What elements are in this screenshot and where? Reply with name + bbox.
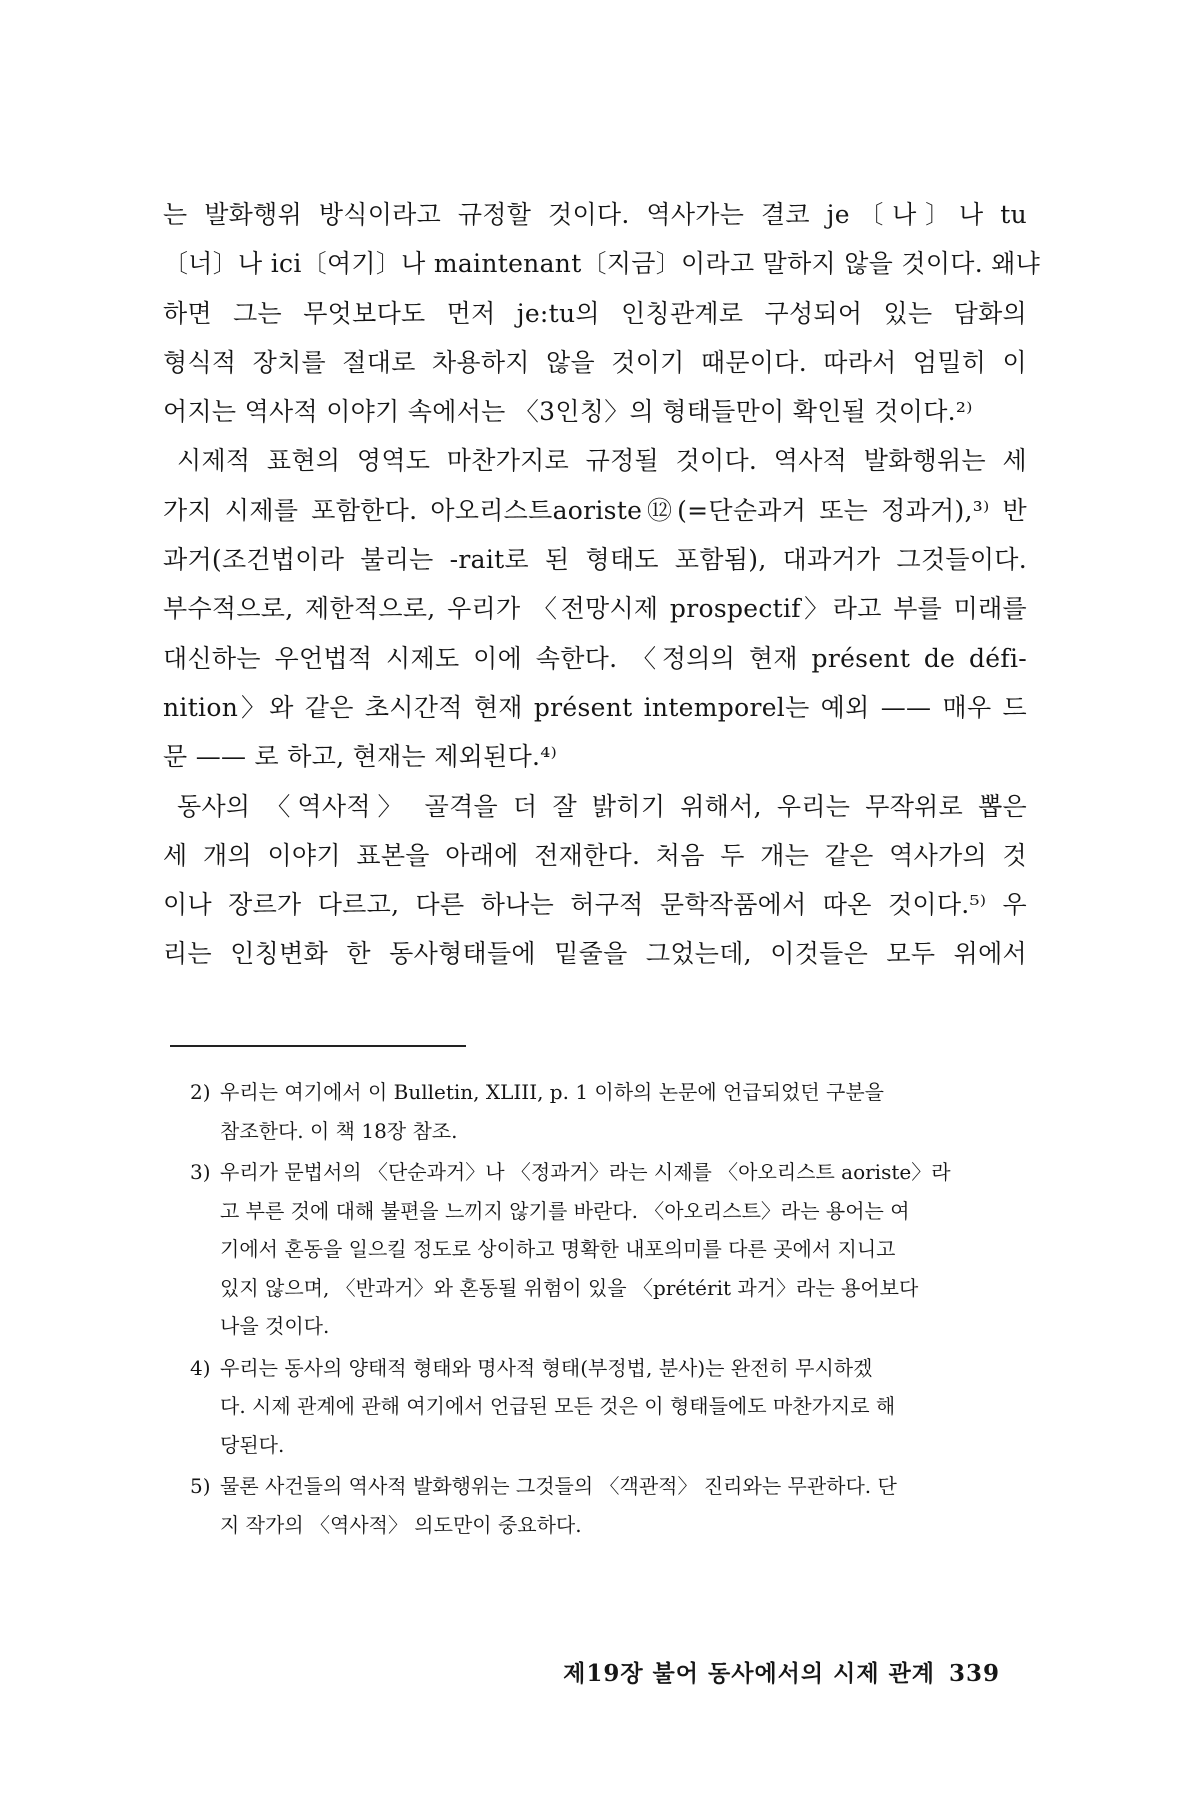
footnote-line: 나을 것이다. bbox=[220, 1314, 330, 1338]
footnote-line: 우리는 여기에서 이 Bulletin, XLIII, p. 1 이하의 논문에 언급되었던 구분을 bbox=[220, 1080, 884, 1104]
text-line: 리는 인칭변화 한 동사형태들에 밑줄을 그었는데, 이것들은 모두 위에서 bbox=[163, 939, 1027, 969]
footnote-line: 물론 사건들의 역사적 발화행위는 그것들의 〈객관적〉 진리와는 무관하다. 단 bbox=[220, 1474, 897, 1498]
footnote-line: 있지 않으며, 〈반과거〉와 혼동될 위험이 있을 〈prétérit 과거〉라는 용어보다 bbox=[220, 1275, 919, 1300]
text-line: 시제적 표현의 영역도 마찬가지로 규정될 것이다. 역사적 발화행위는 세 bbox=[177, 446, 1027, 476]
text-line: 대신하는 우언법적 시제도 이에 속한다. 〈정의의 현재 présent de défi- bbox=[163, 643, 1027, 673]
text-line: 가지 시제를 포함한다. 아오리스트aoriste⑫(=단순과거 또는 정과거),³⁾ 반 bbox=[163, 495, 1027, 525]
text-line: 〔너〕나 ici〔여기〕나 maintenant〔지금〕이라고 말하지 않을 것이다. 왜냐 bbox=[163, 249, 1041, 279]
footnote-number: 2) bbox=[190, 1080, 211, 1104]
footnotes bbox=[190, 1073, 1022, 1547]
footnote-line: 지 작가의 〈역사적〉 의도만이 중요하다. bbox=[220, 1512, 582, 1537]
text-line: 이나 장르가 다르고, 다른 하나는 허구적 문학작품에서 따온 것이다.⁵⁾ 우 bbox=[163, 890, 1027, 920]
text-line: nition〉와 같은 초시간적 현재 présent intemporel는 예외 —— 매우 드 bbox=[163, 692, 1027, 722]
footnote-line: 기에서 혼동을 일으킬 정도로 상이하고 명확한 내포의미를 다른 곳에서 지니고 bbox=[220, 1237, 896, 1261]
footnote-2 bbox=[190, 1073, 1022, 1150]
footnote-number: 3) bbox=[190, 1160, 211, 1184]
footnote-line: 고 부른 것에 대해 불편을 느끼지 않기를 바란다. 〈아오리스트〉라는 용어는 여 bbox=[220, 1198, 910, 1223]
footnote-number: 5) bbox=[190, 1474, 211, 1498]
running-footer bbox=[563, 1655, 1000, 1688]
footnote-line: 참조한다. 이 책 18장 참조. bbox=[220, 1118, 458, 1143]
text-line: 는 발화행위 방식이라고 규정할 것이다. 역사가는 결코 je〔나〕나 tu bbox=[163, 200, 1027, 229]
text-line: 하면 그는 무엇보다도 먼저 je:tu의 인칭관계로 구성되어 있는 담화의 bbox=[163, 298, 1027, 328]
page-number: 339 bbox=[948, 1660, 1000, 1687]
footnote-line: 다. 시제 관계에 관해 여기에서 언급된 모든 것은 이 형태들에도 마찬가지로 해 bbox=[220, 1394, 896, 1418]
main-text bbox=[163, 190, 1041, 979]
footnote-number: 4) bbox=[190, 1355, 211, 1380]
paragraph bbox=[163, 782, 1027, 979]
text-line: 어지는 역사적 이야기 속에서는 〈3인칭〉의 형태들만이 확인될 것이다.²⁾ bbox=[163, 397, 973, 427]
footnote-divider bbox=[170, 1045, 466, 1047]
text-line: 형식적 장치를 절대로 차용하지 않을 것이기 때문이다. 따라서 엄밀히 이 bbox=[163, 347, 1027, 377]
text-line: 부수적으로, 제한적으로, 우리가 〈전망시제 prospectif〉라고 부를 미래를 bbox=[163, 594, 1027, 624]
footnote-line: 당된다. bbox=[220, 1432, 285, 1457]
footnote-line: 우리가 문법서의 〈단순과거〉나 〈정과거〉라는 시제를 〈아오리스트 aoriste〉라 bbox=[220, 1160, 951, 1184]
paragraph bbox=[163, 190, 1041, 436]
text-line: 세 개의 이야기 표본을 아래에 전재한다. 처음 두 개는 같은 역사가의 것 bbox=[163, 840, 1027, 870]
paragraph bbox=[163, 436, 1027, 781]
footnote-5 bbox=[190, 1467, 1022, 1544]
chapter-title: 제19장 불어 동사에서의 시제 관계 bbox=[563, 1660, 935, 1687]
text-line: 문 —— 로 하고, 현재는 제외된다.⁴⁾ bbox=[163, 742, 558, 772]
text-line: 동사의 〈역사적〉 골격을 더 잘 밝히기 위해서, 우리는 무작위로 뽑은 bbox=[177, 791, 1027, 821]
text-line: 과거(조건법이라 불리는 -rait로 된 형태도 포함됨), 대과거가 그것들이다. bbox=[163, 545, 1027, 575]
footnote-line: 우리는 동사의 양태적 형태와 명사적 형태(부정법, 분사)는 완전히 무시하겠 bbox=[220, 1355, 873, 1380]
footnote-4 bbox=[190, 1349, 1022, 1465]
footnote-3 bbox=[190, 1153, 1022, 1346]
